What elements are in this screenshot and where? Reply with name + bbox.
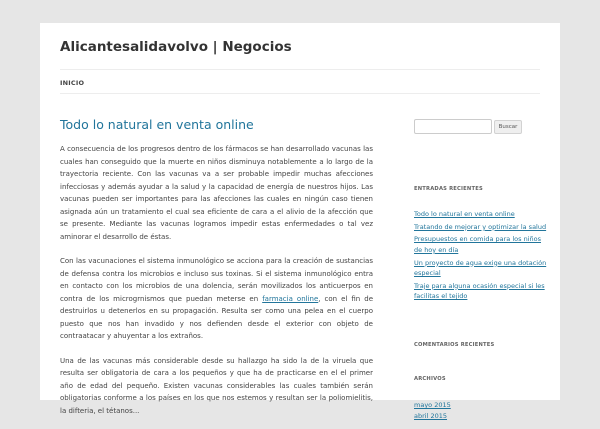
recent-posts-title: ENTRADAS RECIENTES (414, 186, 483, 192)
archive-link[interactable]: abril 2015 (414, 412, 448, 420)
nav-divider-bottom (60, 93, 540, 94)
archives-list (414, 400, 451, 422)
archive-link[interactable]: mayo 2015 (414, 401, 451, 409)
nav-divider-top (60, 69, 540, 70)
recent-post-link[interactable]: Presupuestos en comida para los niños de hoy en día (414, 235, 541, 254)
nav-item-inicio[interactable]: INICIO (60, 79, 85, 87)
recent-post-link[interactable]: Tratando de mejorar y optimizar la salud (414, 222, 547, 231)
post-paragraph: A consecuencia de los progresos dentro de los fármacos se han desarrollado vacunas las cuales han conseguido que la muerte en niños disminuya notablemente a lo largo de la trayectoria reciente. Con las vacunas va a ser probable impedir muchas afecciones infecciosas y además ayudar a la salud y la capacidad de energía de nuestros hijos. Las vacunas pueden ser importantes para las afecciones las cuales en ningún caso tienen asignada aún un tratamiento el cual sea eficiente de cara a el alivio de la afección que se presente. Mediante las vacunas logramos impedir estas enfermedades o tal vez aminorar el desarrollo de éstas. (60, 145, 373, 241)
site-title[interactable]: Alicantesalidavolvo | Negocios (60, 39, 292, 55)
recent-comments-title: COMENTARIOS RECIENTES (414, 342, 495, 348)
search-input[interactable] (414, 119, 492, 134)
page-container (40, 23, 560, 420)
search-button[interactable]: Buscar (494, 120, 522, 134)
post-paragraph (60, 255, 373, 343)
recent-post-link[interactable]: Traje para alguna ocasión especial si les facilitas el tejido (414, 281, 545, 301)
post-text: Con las vacunaciones el sistema inmunológico se acciona para la creación de sustancias de defensa contra los microbios e incluso sus toxinas. Si el sistema inmunológico entra en contacto con los microbios de una dolencia, serán movilizados los anticuerpos en contra de los microgrnismos que puedan meterse en (60, 257, 373, 303)
post-content (60, 143, 373, 429)
post-text: , con el fin de destruirlos u detenerlos en su propagación. Resulta ser como una pelea en el cuerpo puesto que nos han invadido y nos defienden desde el exterior con objeto de contraatacar y ahuyentar a los extraños. (60, 294, 373, 340)
post-title[interactable]: Todo lo natural en venta online (60, 117, 254, 132)
recent-post-link[interactable]: Todo lo natural en venta online (414, 210, 515, 218)
recent-posts-list (414, 209, 550, 304)
farmacia-online-link[interactable]: farmacia online (262, 294, 319, 303)
recent-post-link[interactable]: Un proyecto de agua exige una dotación especial (414, 258, 547, 277)
post-paragraph: Una de las vacunas más considerable desde su hallazgo ha sido la de la viruela que resulta ser obligatoria de cara a los pequeños y que ha de practicarse en el el primer año de edad del pequeño. Existen vacunas considerables las cuales también serán obligatorias conforme a los países en los que nos estemos y resultan ser la poliomielitis, la difteria, el tétanos... (60, 356, 373, 415)
archives-title: ARCHIVOS (414, 376, 446, 382)
